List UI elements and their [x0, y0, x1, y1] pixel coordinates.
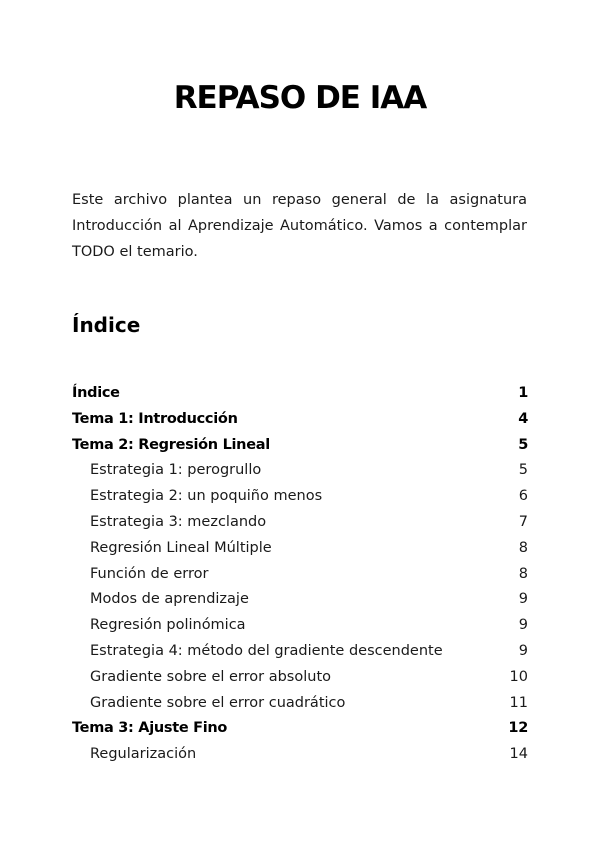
toc-entry[interactable] [72, 407, 528, 433]
toc-entry-label[interactable]: Estrategia 1: perogrullo [90, 462, 262, 479]
toc-entry[interactable] [72, 716, 528, 742]
toc-entry-label[interactable]: Tema 1: Introducción [72, 410, 238, 427]
toc-entry-page-number[interactable]: 9 [518, 642, 528, 659]
toc-entry-page-number[interactable]: 9 [518, 617, 528, 634]
toc-entry[interactable] [72, 665, 528, 691]
toc-entry-label[interactable]: Estrategia 4: método del gradiente descendente [90, 642, 443, 659]
toc-entry-page-number[interactable]: 8 [518, 539, 528, 556]
toc-entry-page-number[interactable]: 5 [518, 436, 528, 453]
toc-entry[interactable] [72, 433, 528, 459]
toc-entry-label[interactable]: Estrategia 3: mezclando [90, 513, 267, 530]
toc-entry-label[interactable]: Función de error [90, 565, 209, 582]
toc-entry-page-number[interactable]: 11 [509, 694, 528, 711]
toc-entry[interactable] [72, 510, 528, 536]
toc-entry[interactable] [72, 536, 528, 562]
toc-entry[interactable] [72, 742, 528, 768]
toc-entry-label[interactable]: Regresión polinómica [90, 617, 246, 634]
toc-entry[interactable] [72, 484, 528, 510]
toc-entry-label[interactable]: Gradiente sobre el error cuadrático [90, 694, 346, 711]
toc-entry-label[interactable]: Índice [72, 385, 120, 401]
toc-entry-label[interactable]: Estrategia 2: un poquiño menos [90, 488, 323, 505]
toc-entry[interactable] [72, 381, 528, 407]
document-title: REPASO DE IAA [173, 80, 427, 116]
toc-entry-page-number[interactable]: 14 [509, 746, 528, 763]
toc-entry-label[interactable]: Regularización [90, 746, 197, 763]
toc-entry-label[interactable]: Gradiente sobre el error absoluto [90, 668, 332, 685]
toc-entry-page-number[interactable]: 12 [508, 720, 528, 737]
toc-entry-page-number[interactable]: 6 [518, 488, 528, 505]
toc-entry-page-number[interactable]: 1 [518, 385, 528, 401]
toc-entry-page-number[interactable]: 10 [509, 668, 528, 685]
toc-entry-page-number[interactable]: 5 [518, 462, 528, 479]
toc-entry-page-number[interactable]: 8 [518, 565, 528, 582]
toc-heading: Índice [72, 313, 141, 337]
toc-entry[interactable] [72, 587, 528, 613]
table-of-contents [72, 381, 528, 768]
toc-entry-page-number[interactable]: 9 [518, 591, 528, 608]
toc-entry-label[interactable]: Modos de aprendizaje [90, 591, 249, 608]
toc-entry-page-number[interactable]: 7 [518, 513, 528, 530]
toc-entry[interactable] [72, 691, 528, 717]
intro-paragraph: Este archivo plantea un repaso general de la asignatura Introducción al Aprendizaje Automático. Vamos a contemplar TODO el temario. [72, 192, 527, 260]
toc-entry-label[interactable]: Regresión Lineal Múltiple [90, 539, 272, 556]
toc-entry-label[interactable]: Tema 3: Ajuste Fino [72, 720, 228, 737]
toc-entry-label[interactable]: Tema 2: Regresión Lineal [72, 436, 270, 453]
toc-entry[interactable] [72, 613, 528, 639]
toc-entry[interactable] [72, 639, 528, 665]
toc-entry[interactable] [72, 458, 528, 484]
toc-entry[interactable] [72, 562, 528, 588]
toc-entry-page-number[interactable]: 4 [518, 410, 528, 427]
